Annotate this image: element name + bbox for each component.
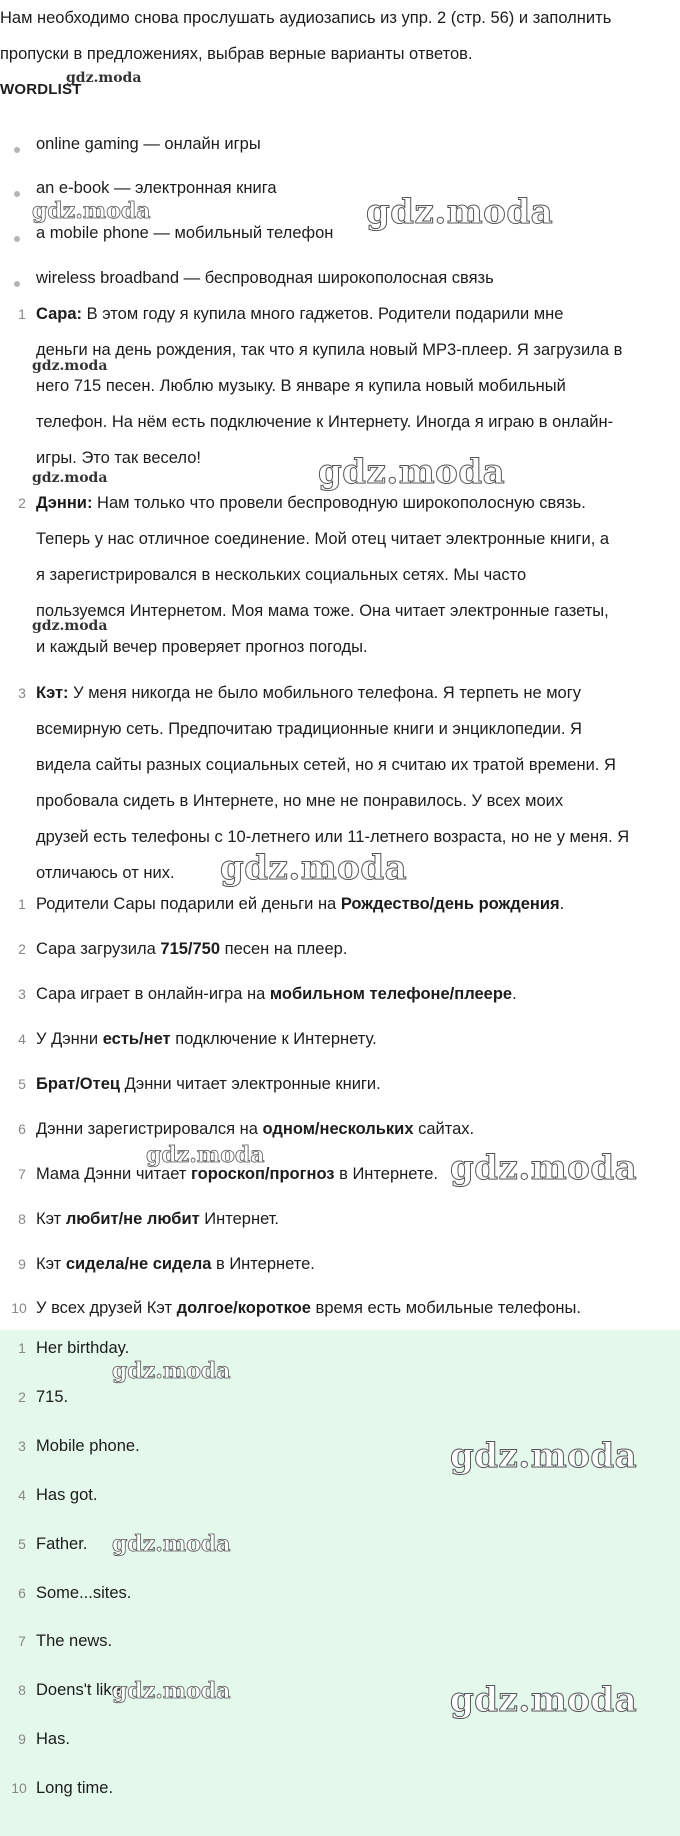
watermark: gdz.moda (32, 358, 108, 374)
answer-number: 2 (18, 1389, 26, 1405)
answer-item: Mobile phone. (36, 1437, 140, 1455)
passage-line: игры. Это так весело! (36, 449, 201, 467)
question-number: 10 (11, 1300, 27, 1316)
watermark: gdz.moda (366, 192, 554, 232)
question-number: 6 (18, 1121, 26, 1137)
watermark: gdz.moda (220, 848, 408, 888)
question-item: Родители Сары подарили ей деньги на Рождество/день рождения. (36, 895, 565, 913)
passage-number: 3 (18, 685, 26, 701)
question-item: Сара играет в онлайн-игра на мобильном телефоне/плеере. (36, 985, 517, 1003)
answer-options: есть/нет (102, 1030, 171, 1048)
answer-item: Some...sites. (36, 1584, 132, 1602)
answer-number: 5 (18, 1536, 26, 1552)
watermark: gdz.moda (318, 452, 506, 492)
passage-line: пользуемся Интернетом. Моя мама тоже. Она читает электронные газеты, (36, 602, 609, 620)
question-number: 5 (18, 1076, 26, 1092)
watermark: gdz.moda (450, 1148, 638, 1188)
speaker-name: Кэт: (36, 684, 69, 702)
passage-line: всемирную сеть. Предпочитаю традиционные книги и энциклопедии. Я (36, 720, 582, 738)
question-item: У всех друзей Кэт долгое/короткое время есть мобильные телефоны. (36, 1299, 581, 1317)
answer-item: Has. (36, 1730, 70, 1748)
bullet-icon (14, 147, 20, 153)
question-number: 1 (18, 896, 26, 912)
bullet-icon (14, 281, 20, 287)
bullet-icon (14, 236, 20, 242)
wordlist-item: wireless broadband — беспроводная широкополосная связь (36, 269, 494, 287)
answer-options: Рождество/день рождения (340, 895, 560, 913)
intro-line-2: пропуски в предложениях, выбрав верные варианты ответов. (0, 45, 473, 63)
intro-line-1: Нам необходимо снова прослушать аудиозапись из упр. 2 (стр. 56) и заполнить (0, 9, 612, 27)
answer-number: 7 (18, 1633, 26, 1649)
question-item: Кэт сидела/не сидела в Интернете. (36, 1255, 315, 1273)
question-item: Дэнни зарегистрировался на одном/нескольких сайтах. (36, 1120, 475, 1138)
answer-item: 715. (36, 1388, 69, 1406)
passage-line: друзей есть телефоны с 10-летнего или 11-летнего возраста, но не у меня. Я (36, 828, 630, 846)
answer-item: Father. (36, 1535, 88, 1553)
answer-number: 4 (18, 1487, 26, 1503)
answer-options: любит/не любит (65, 1210, 200, 1228)
wordlist-title: WORDLIST (0, 81, 82, 98)
question-number: 7 (18, 1166, 26, 1182)
watermark: gdz.moda (112, 1358, 231, 1384)
passage-line: видела сайты разных социальных сетей, но я считаю их тратой времени. Я (36, 756, 616, 774)
answer-item: The news. (36, 1632, 113, 1650)
passage-line: деньги на день рождения, так что я купила новый MP3-плеер. Я загрузила в (36, 341, 623, 359)
question-item: У Дэнни есть/нет подключение к Интернету. (36, 1030, 377, 1048)
answer-number: 9 (18, 1731, 26, 1747)
answers-panel (0, 1330, 680, 1836)
passage-line: телефон. На нём есть подключение к Интернету. Иногда я играю в онлайн- (36, 413, 614, 431)
speaker-name: Сара: (36, 305, 83, 323)
question-number: 9 (18, 1256, 26, 1272)
watermark: gdz.moda (112, 1531, 231, 1557)
question-number: 4 (18, 1031, 26, 1047)
answer-options: одном/нескольких (262, 1120, 414, 1138)
answer-item: Her birthday. (36, 1339, 130, 1357)
wordlist-item: a mobile phone — мобильный телефон (36, 224, 334, 242)
watermark: gdz.moda (450, 1436, 638, 1476)
passage-line (36, 683, 581, 703)
answer-number: 1 (18, 1340, 26, 1356)
question-number: 2 (18, 941, 26, 957)
speaker-name: Дэнни: (36, 494, 93, 512)
passage-text: В этом году я купила много гаджетов. Родители подарили мне (82, 305, 564, 323)
question-number: 8 (18, 1211, 26, 1227)
answer-options: 715/750 (160, 940, 221, 958)
answer-number: 10 (11, 1780, 27, 1796)
passage-number: 2 (18, 495, 26, 511)
watermark: gdz.moda (112, 1678, 231, 1704)
question-number: 3 (18, 986, 26, 1002)
bullet-icon (14, 191, 20, 197)
answer-options: мобильном телефоне/плеере (269, 985, 513, 1003)
passage-text: Нам только что провели беспроводную широкополосную связь. (92, 494, 586, 512)
passage-line: отличаюсь от них. (36, 864, 175, 882)
watermark: gdz.moda (66, 70, 142, 86)
answer-options: долгое/короткое (176, 1299, 311, 1317)
answer-number: 3 (18, 1438, 26, 1454)
answer-item: Has got. (36, 1486, 98, 1504)
answer-item: Long time. (36, 1779, 114, 1797)
question-item: Сара загрузила 715/750 песен на плеер. (36, 940, 348, 958)
watermark: gdz.moda (450, 1680, 638, 1720)
answer-options: гороскоп/прогноз (190, 1165, 335, 1183)
passage-line: я зарегистрировался в нескольких социальных сетях. Мы часто (36, 566, 527, 584)
wordlist-item: online gaming — онлайн игры (36, 135, 261, 153)
question-item: Кэт любит/не любит Интернет. (36, 1210, 280, 1228)
answer-number: 6 (18, 1585, 26, 1601)
watermark: gdz.moda (32, 470, 108, 486)
passage-line: и каждый вечер проверяет прогноз погоды. (36, 638, 368, 656)
answer-options: Брат/Отец (36, 1075, 121, 1093)
passage-line (36, 493, 586, 513)
answer-number: 8 (18, 1682, 26, 1698)
passage-line: Теперь у нас отличное соединение. Мой отец читает электронные книги, а (36, 530, 610, 548)
watermark: gdz.moda (32, 618, 108, 634)
question-item: Брат/Отец Дэнни читает электронные книги. (36, 1075, 381, 1093)
answer-item: Doens't like. (36, 1681, 126, 1699)
passage-line: пробовала сидеть в Интернете, но мне не понравилось. У всех моих (36, 792, 564, 810)
watermark: gdz.moda (146, 1142, 265, 1168)
wordlist-item: an e-book — электронная книга (36, 179, 277, 197)
passage-number: 1 (18, 306, 26, 322)
passage-line (36, 304, 563, 324)
answer-options: сидела/не сидела (65, 1255, 212, 1273)
passage-text: У меня никогда не было мобильного телефона. Я терпеть не могу (68, 684, 581, 702)
passage-line: него 715 песен. Люблю музыку. В январе я купила новый мобильный (36, 377, 566, 395)
watermark: gdz.moda (32, 198, 151, 224)
question-item: Мама Дэнни читает гороскоп/прогноз в Интернете. (36, 1165, 439, 1183)
